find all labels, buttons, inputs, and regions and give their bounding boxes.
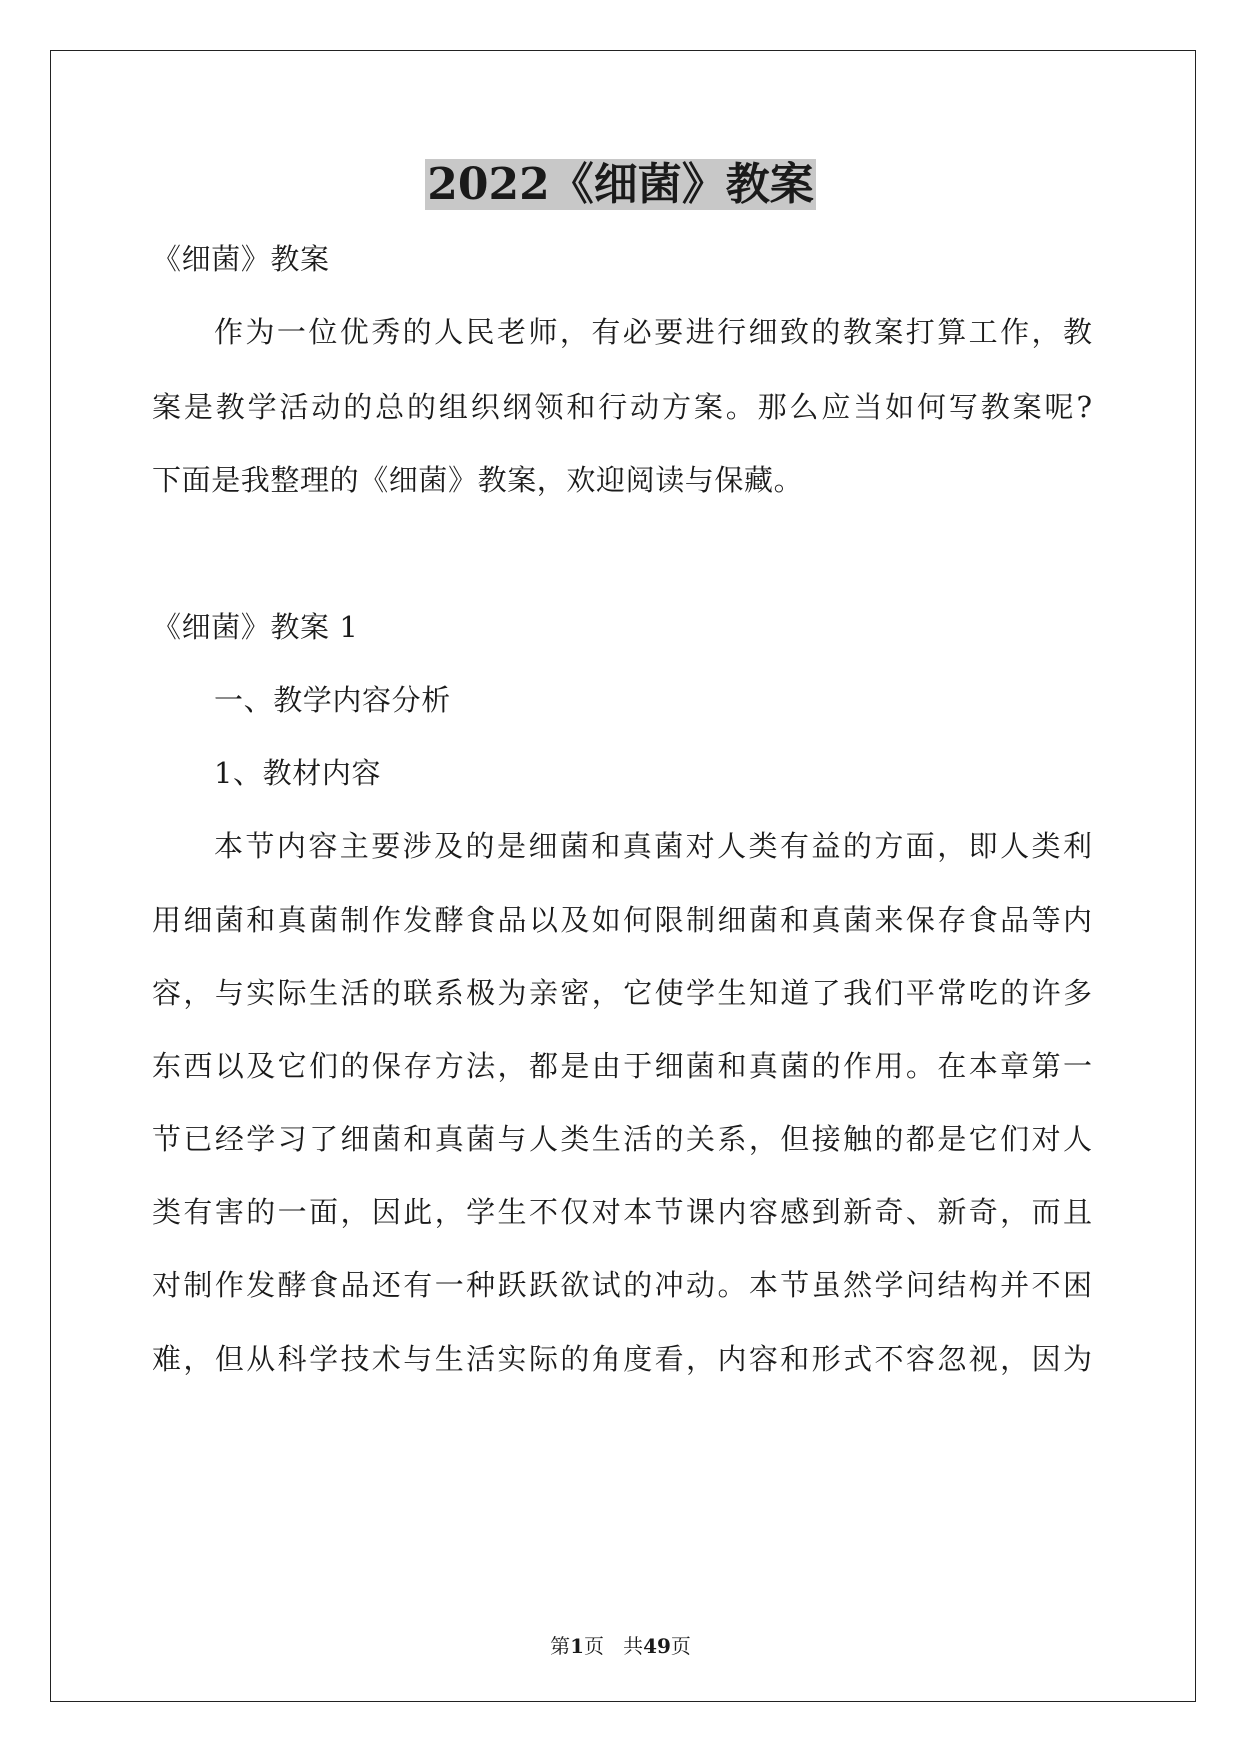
document-title (0, 155, 1241, 215)
intro-line-2: 案是教学活动的总的组织纲领和行动方案。那么应当如何写教案呢? (152, 390, 1092, 424)
page-border (50, 50, 1196, 1702)
subsection-heading: 1、教材内容 (214, 756, 382, 790)
footer-total-pages: 49 (643, 1634, 671, 1658)
document-subtitle: 《细菌》教案 (152, 242, 330, 276)
intro-line-3: 下面是我整理的《细菌》教案，欢迎阅读与保藏。 (152, 463, 804, 497)
body-line-3: 容，与实际生活的联系极为亲密，它使学生知道了我们平常吃的许多 (152, 976, 1092, 1010)
footer-page-suffix: 页 (584, 1634, 604, 1658)
body-line-4: 东西以及它们的保存方法，都是由于细菌和真菌的作用。在本章第一 (152, 1049, 1092, 1083)
document-title-text: 2022《细菌》教案 (427, 159, 814, 210)
footer-total-prefix: 共 (623, 1634, 644, 1658)
body-line-2: 用细菌和真菌制作发酵食品以及如何限制细菌和真菌来保存食品等内 (152, 903, 1092, 937)
body-line-7: 对制作发酵食品还有一种跃跃欲试的冲动。本节虽然学问结构并不困 (152, 1268, 1092, 1302)
intro-line-1: 作为一位优秀的人民老师，有必要进行细致的教案打算工作，教 (214, 315, 1092, 349)
body-line-1: 本节内容主要涉及的是细菌和真菌对人类有益的方面，即人类利 (214, 829, 1092, 863)
footer-page-number: 1 (570, 1634, 584, 1658)
section-heading: 《细菌》教案 1 (152, 610, 359, 644)
section-part-heading: 一、教学内容分析 (214, 683, 451, 717)
footer-page-prefix: 第 (550, 1634, 571, 1658)
body-line-8: 难，但从科学技术与生活实际的角度看，内容和形式不容忽视，因为 (152, 1342, 1092, 1376)
page-footer (0, 1632, 1241, 1660)
body-line-6: 类有害的一面，因此，学生不仅对本节课内容感到新奇、新奇，而且 (152, 1195, 1092, 1229)
body-line-5: 节已经学习了细菌和真菌与人类生活的关系，但接触的都是它们对人 (152, 1122, 1092, 1156)
footer-total-suffix: 页 (670, 1634, 691, 1658)
